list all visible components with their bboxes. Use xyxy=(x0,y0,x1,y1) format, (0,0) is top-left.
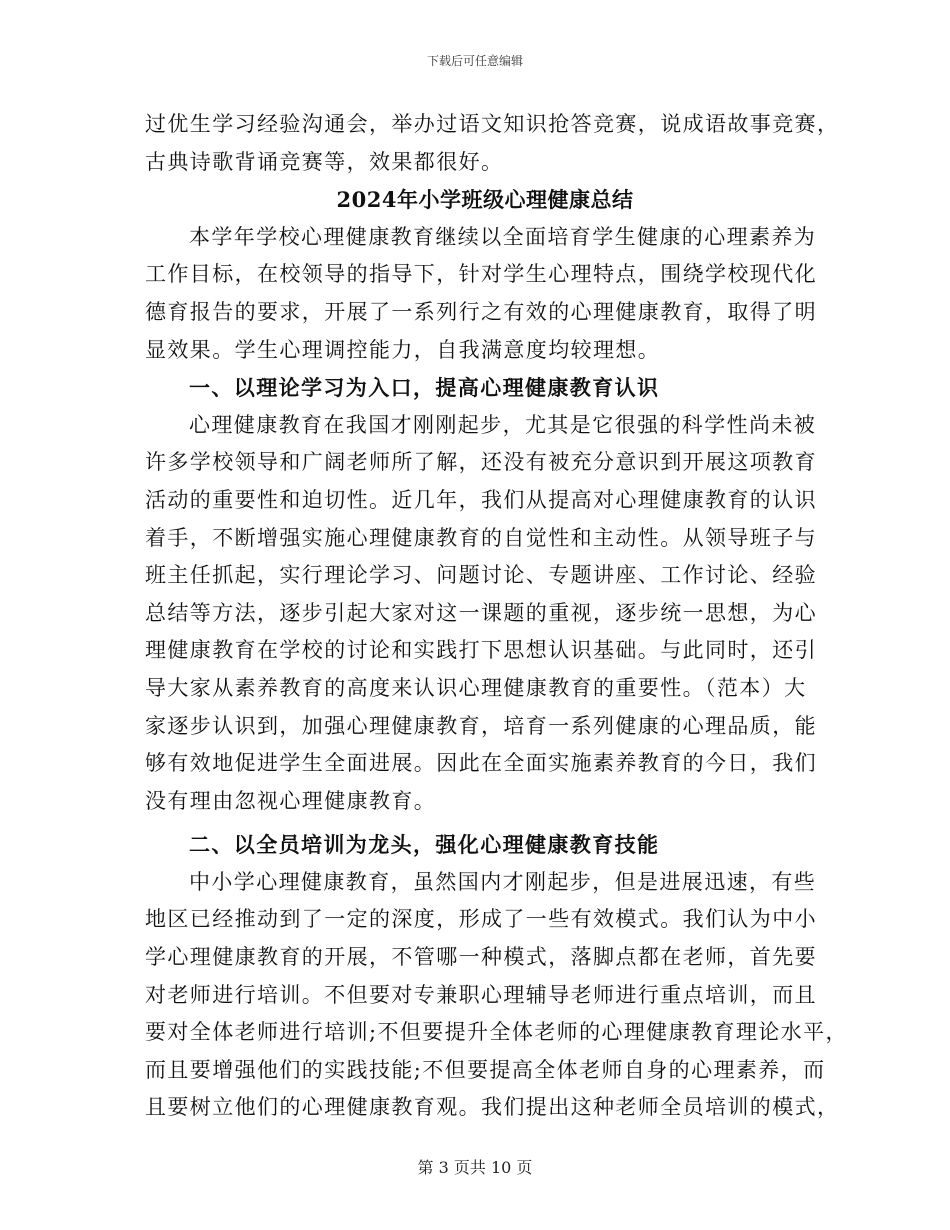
section-heading: 一、以理论学习为入口，提高心理健康教育认识 xyxy=(189,375,660,401)
paragraph-line: 中小学心理健康教育，虽然国内才刚起步，但是进展迅速，有些 xyxy=(189,869,817,894)
paragraph-line: 而且要增强他们的实践技能;不但要提高全体老师自身的心理素养，而 xyxy=(145,1057,826,1082)
document-body xyxy=(145,106,848,1127)
paragraph-line: 对老师进行培训。不但要对专兼职心理辅导老师进行重点培训，而且 xyxy=(145,982,817,1007)
paragraph-line: 家逐步认识到，加强心理健康教育，培育一系列健康的心理品质，能 xyxy=(145,713,817,738)
section-heading: 二、以全员培训为龙头，强化心理健康教育技能 xyxy=(189,832,660,858)
page-footer: 第 3 页共 10 页 xyxy=(417,1158,533,1177)
paragraph-line: 要对全体老师进行培训;不但要提升全体老师的心理健康教育理论水平， xyxy=(145,1020,848,1045)
document-title: 2024年小学班级心理健康总结 xyxy=(336,187,634,213)
paragraph-line: 德育报告的要求，开展了一系列行之有效的心理健康教育，取得了明 xyxy=(145,299,817,324)
paragraph-line: 工作目标，在校领导的指导下，针对学生心理特点，围绕学校现代化 xyxy=(145,262,817,287)
paragraph-line: 古典诗歌背诵竞赛等，效果都很好。 xyxy=(145,149,504,174)
paragraph-line: 总结等方法，逐步引起大家对这一课题的重视，逐步统一思想，为心 xyxy=(145,600,817,625)
paragraph-line: 显效果。学生心理调控能力，自我满意度均较理想。 xyxy=(145,337,661,362)
paragraph-line: 导大家从素养教育的高度来认识心理健康教育的重要性。（范本）大 xyxy=(145,675,807,700)
paragraph-line: 许多学校领导和广阔老师所了解，还没有被充分意识到开展这项教育 xyxy=(145,450,817,475)
paragraph-line: 且要树立他们的心理健康教育观。我们提出这种老师全员培训的模式， xyxy=(145,1095,840,1120)
paragraph-line: 本学年学校心理健康教育继续以全面培育学生健康的心理素养为 xyxy=(189,224,817,249)
paragraph-line: 够有效地促进学生全面进展。因此在全面实施素养教育的今日，我们 xyxy=(145,751,817,776)
paragraph-line: 活动的重要性和迫切性。近几年，我们从提高对心理健康教育的认识 xyxy=(145,487,817,512)
paragraph-line: 心理健康教育在我国才刚刚起步，尤其是它很强的科学性尚未被 xyxy=(189,412,817,437)
paragraph-line: 学心理健康教育的开展，不管哪一种模式，落脚点都在老师，首先要 xyxy=(145,945,817,970)
paragraph-line: 过优生学习经验沟通会，举办过语文知识抢答竞赛，说成语故事竞赛， xyxy=(145,112,840,136)
paragraph-line: 班主任抓起，实行理论学习、问题讨论、专题讲座、工作讨论、经验 xyxy=(145,563,817,588)
paragraph-line: 没有理由忽视心理健康教育。 xyxy=(145,788,437,813)
paragraph-line: 着手，不断增强实施心理健康教育的自觉性和主动性。从领导班子与 xyxy=(145,525,817,550)
paragraph-line: 理健康教育在学校的讨论和实践打下思想认识基础。与此同时，还引 xyxy=(145,638,817,663)
paragraph-line: 地区已经推动到了一定的深度，形成了一些有效模式。我们认为中小 xyxy=(145,907,817,932)
page-header: 下载后可任意编辑 xyxy=(426,54,523,68)
